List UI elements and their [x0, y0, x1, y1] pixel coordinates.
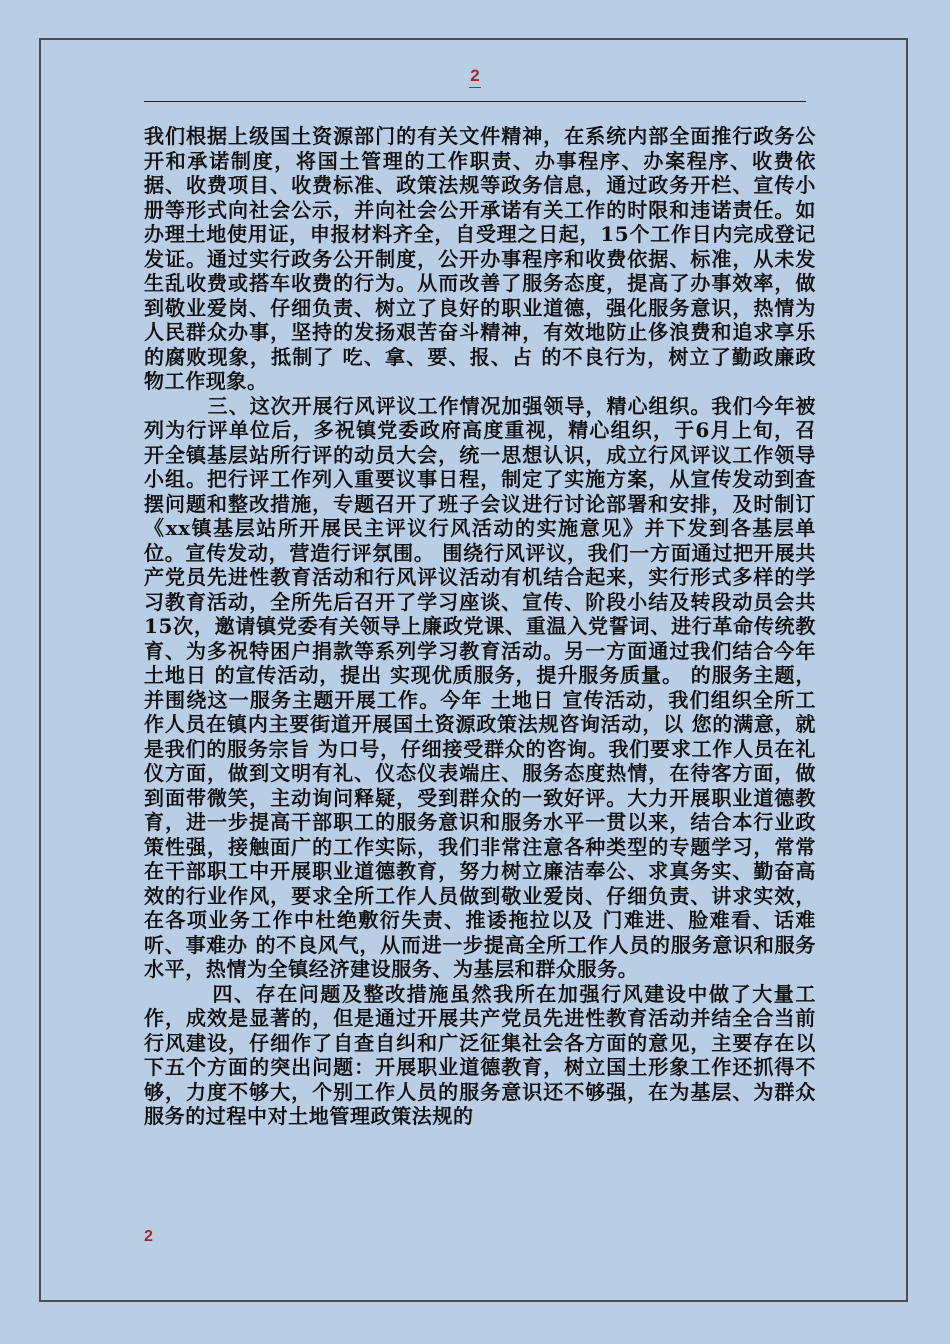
document-body [144, 124, 824, 1129]
header-page-number: 2 [470, 66, 480, 85]
paragraph: 我们根据上级国土资源部门的有关文件精神，在系统内部全面推行政务公开和承诺制度，将国土管理的工作职责、办事程序、办案程序、收费依据、收费项目、收费标准、政策法规等政务信息，通过政务开栏、宣传小册等形式向社会公示，并向社会公开承诺有关工作的时限和违诺责任。如办理土地使用证，申报材料齐全，自受理之日起，15个工作日内完成登记发证。通过实行政务公开制度，公开办事程序和收费依据、标准，从未发生乱收费或搭车收费的行为。从而改善了服务态度，提高了办事效率，做到敬业爱岗、仔细负责、树立了良好的职业道德，强化服务意识，热情为人民群众办事，坚持的发扬艰苦奋斗精神，有效地防止侈浪费和追求享乐的腐败现象，抵制了 吃、拿、要、报、占 的不良行为，树立了勤政廉政物工作现象。 [144, 124, 816, 393]
paragraph: 四、存在问题及整改措施虽然我所在加强行风建设中做了大量工作，成效是显著的，但是通过开展共产党员先进性教育活动并结全合当前行风建设，仔细作了自查自纠和广泛征集社会各方面的意见，主要存在以下五个方面的突出问题：开展职业道德教育，树立国土形象工作还抓得不够，力度不够大，个别工作人员的服务意识还不够强，在为基层、为群众服务的过程中对土地管理政策法规的 [144, 981, 816, 1128]
footer-page-number: 2 [144, 1228, 153, 1245]
paragraph: 三、这次开展行风评议工作情况加强领导，精心组织。我们今年被列为行评单位后，多祝镇党委政府高度重视，精心组织，于6月上旬，召开全镇基层站所行评的动员大会，统一思想认识，成立行风评议工作领导小组。把行评工作列入重要议事日程，制定了实施方案，从宣传发动到查摆问题和整改措施，专题召开了班子会议进行讨论部署和安排，及时制订《xx镇基层站所开展民主评议行风活动的实施意见》并下发到各基层单位。宣传发动，营造行评氛围。 围绕行风评议，我们一方面通过把开展共产党员先进性教育活动和行风评议活动有机结合起来，实行形式多样的学习教育活动，全所先后召开了学习座谈、宣传、阶段小结及转段动员会共15次，邀请镇党委有关领导上廉政党课、重温入党誓词、进行革命传统教育、为多祝特困户捐款等系列学习教育活动。另一方面通过我们结合今年 土地日 的宣传活动，提出 实现优质服务，提升服务质量。 的服务主题，并围绕这一服务主题开展工作。今年 土地日 宣传活动，我们组织全所工作人员在镇内主要街道开展国土资源政策法规咨询活动，以 您的满意，就是我们的服务宗旨 为口号，仔细接受群众的咨询。我们要求工作人员在礼仪方面，做到文明有礼、仪态仪表端庄、服务态度热情，在待客方面，做到面带微笑，主动询问释疑，受到群众的一致好评。大力开展职业道德教育，进一步提高干部职工的服务意识和服务水平一贯以来，结合本行业政策性强，接触面广的工作实际，我们非常注意各种类型的专题学习，常常在干部职工中开展职业道德教育，努力树立廉洁奉公、求真务实、勤奋高效的行业作风，要求全所工作人员做到敬业爱岗、仔细负责、讲求实效，在各项业务工作中杜绝敷衍失责、推诿拖拉以及 门难进、脸难看、话难听、事难办 的不良风气，从而进一步提高全所工作人员的服务意识和服务水平，热情为全镇经济建设服务、为基层和群众服务。 [144, 393, 824, 981]
header-page-number-underline [469, 87, 481, 88]
header-rule [144, 101, 806, 102]
